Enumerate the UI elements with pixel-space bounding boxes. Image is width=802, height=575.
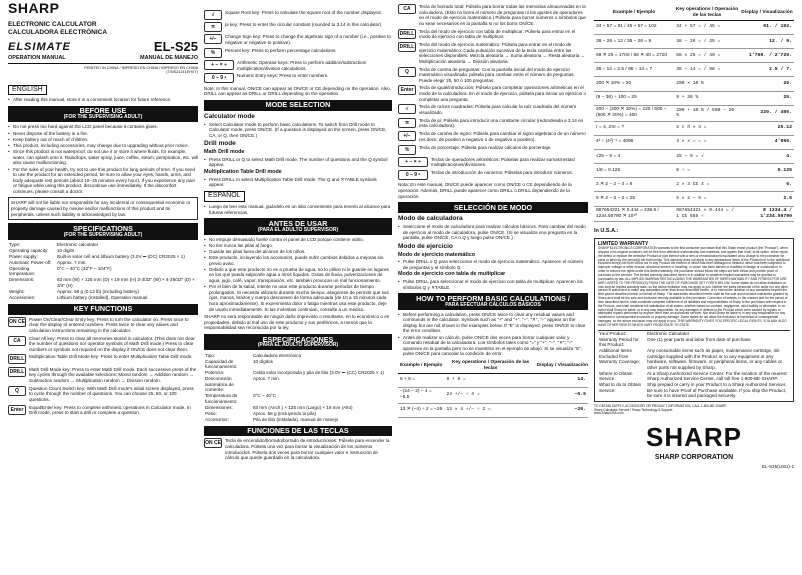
key-functions-heading: KEY FUNCTIONS — [8, 304, 198, 315]
enter-key-icon: Enter — [8, 405, 26, 415]
list-item: • Debido a que este producto no es a prueba de agua, no lo utilice ni lo guarde en lugares en los que pueda salpicarle agua u otros líquidos. Gotas de lluvia, pulverizaciones de agua, jugo, café, vapor, transpiración, etc. también provocan un mal funcionamiento. — [204, 267, 392, 284]
list-item: +/− Change Sign key: Press to change the algebraic sign of a number (i.e., positive to negative or negative to positive). — [204, 34, 392, 45]
tabla-multiplicar-text: • Pulse DRILL para seleccionar el modo de ejercicio con tabla de multiplicar. Aparecen los símbolos Q y ✕TABLE. — [398, 279, 588, 290]
math-drill-text: • Press DRILL or Q to select Math Drill mode. The number of questions and the Q symbol appear. — [204, 157, 392, 168]
intro-text: • After reading this manual, store it in a convenient location for future reference. — [8, 97, 198, 103]
warranty-region: In U.S.A.: — [594, 228, 619, 235]
drill-mode-heading: Drill mode — [204, 140, 236, 148]
table-row: −(24 − 2) − 4 = −5.5 24 +/− ÷ 4 = −5.5 — [398, 387, 588, 403]
doc-code: (TINSZ1141EHXT) — [166, 70, 198, 75]
table-row: 34 + 57 = 91 / 45 + 57 = 102 34 + 57 = / 45 = 91. / 102. — [594, 20, 794, 34]
manual-es: MANUAL DE MANEJO — [140, 54, 198, 61]
list-item: Enter Tecla de igual/introducción: Púlsela para completar operaciones aritméticas en el modo de la calculadora. En el modo de ejercicio, púlsela para iniciar un ejercicio o completar una pregunta. — [398, 85, 588, 102]
table-row: 68 ✕ 25 = 1700 / 68 ✕ 40 = 2720 68 ✕ 25 = / 40 = 1'700. / 2'720. — [594, 49, 794, 63]
key-functions-list — [8, 317, 198, 416]
ca-key-icon: CA — [398, 4, 416, 14]
numeric-keys-icon: 0 – 9 • — [204, 73, 234, 83]
math-drill-heading: Math Drill mode — [204, 149, 245, 156]
warranty-footer-1: TO OBTAIN SUPPLY, ACCESSORY OR PRODUCT INFORMATION, CALL 1-800-BE-SHARP. — [594, 403, 727, 408]
list-item: • Antes de realizar un cálculo, pulse ON/CE dos veces para borrar cualquier valor y comando residual de la calculadora. Los símbolos tales como "=" y "+", "−", "✕", "÷" aparecen en la pantalla pero no se muestran en el ejemplo de abajo. Si se visualiza "E", pulse ON/CE para cancelar la condición de error. — [398, 335, 588, 357]
examples-table: Example / Ejemplo Key operations / Operación de las teclas Display / Visualización 34 + 57 = 91 / 45 + 57 = 102 34 + 57 = / 45 = 91. / 102. 38 − 26 = 12 / 35 − 26 = 9 38 − 26 = / 35 = 12. / 9. 68 ✕ 25 = 1700 / 68 ✕ 40 = 2720 68 ✕ 25 = / 40 = 1'700. / 2'720. 36 ÷ 14 = 2.5 / 98 ÷ 14 = 7 36 ÷ 14 = / 98 = 2.5 / 7. 200 ✕ 10% = 20 200 ✕ 10 % 20. (9 − 36) ÷ 100 = 25 9 + 36 % 25. 200 − (200 ✕ 10%) = 220 / 500 − (500 ✕ 20%) = 400 200 + 10 % / 500 − 20 % 220. / 400. r = 4, 2πr = ? 2 ✕ π ✕ 4 = 25.12 4² ÷ (4²)⁻¹ = 4096 4 ✕ ✕ = = = 4'096. √25 − 9 = 4 25 − 9 = √ 4. 1/8 = 0.125 8 ÷ = 0.125 2 ✕ 2 − 2 − 4 = 6 2 ✕ 3 CE 4 = 6. 5 ✕ 2 − 5 − 2 = 25 5 ✕ 2 − 5 = 2.5 987654321 ✕ 0.444 = 438.5 / 1234.56790 ✕ 10¹⁰ 987654321 ✕ 0.444 = / 1 CE 555 ÷ E 1234.4 / 1'234.56790 — [594, 6, 794, 222]
column-1 — [8, 0, 198, 575]
es-liability-text: SHARP no será responsable de ningún daño imprevisto o resultante, en lo económico o en propiedades, debido al mal uso de este producto y sus periféricos, a menos que la responsabilidad sea reconocida por la ley. — [204, 314, 390, 331]
nota-text: Nota: En este manual, ON/CE puede aparecer como ON/CE o CE dependiendo de la operación. Además, DRILL puede aparecer como DRILL o DRILL dependiendo de la operación. — [398, 182, 572, 199]
antes-de-usar-list — [204, 237, 392, 313]
list-item: • This product, including accessories, may change due to upgrading without prior notice. — [8, 143, 198, 149]
list-item: ON CE Power On/Clear/Clear Entry key: Press to turn the calculator on. Press once to clear the display of entered numbers. Press twice to clear any values and calculation instructions remaining in the calculator. — [9, 316, 189, 333]
list-item: π Tecla de pi: Púlsela para introducir una constante circular (redondeada a 3,14 en esta calculadora). — [398, 118, 588, 129]
warranty-box — [594, 238, 794, 402]
arithmetic-keys-icon: + − × ÷ — [204, 60, 234, 70]
basic-calc-heading: HOW TO PERFORM BASIC CALCULATIONS / PARA EFECTUAR CÁLCULOS BÁSICOS — [398, 293, 588, 309]
english-tag: ENGLISH — [8, 85, 47, 96]
warranty-footer-3: www.SharpUSA.com — [594, 411, 624, 416]
list-item: • Keep battery out of reach of children. — [8, 137, 198, 143]
warranty-body: SHARP ELECTRONICS CORPORATION warrants to the first consumer purchaser that this Sharp brand product (the "Product"), when shipped in its original container, will be free from defective workmanship and materials, and agrees that it will, at its option, either repair the defect or replace the defective Product or part thereof with a new or remanufactured equivalent at no charge to the purchaser for parts or labor for the period(s) set forth below. This warranty does not apply to any appearance items of the Product nor to the additional excluded item(s) set forth below nor to any Product the exterior of which has been damaged or defaced, which has been subjected to improper voltage or other misuse, abnormal service or handling, or which has been altered or modified in design or construction. In order to enforce the rights under this limited warranty, the purchaser should follow the steps set forth below and provide proof of purchase to the servicer. The limited warranty described herein is in addition to whatever implied warranties may be granted to purchasers by law. ALL IMPLIED WARRANTIES INCLUDING THE WARRANTIES OF MERCHANTABILITY AND FITNESS FOR USE ARE LIMITED TO THE PERIOD(S) FROM THE DATE OF PURCHASE SET FORTH BELOW. Some states do not allow limitations on how long an implied warranty lasts, so the above limitation may not apply to you. Neither the sales personnel of the seller nor any other person is authorized to make any warranties other than those described herein, or to extend the duration of any warranties beyond the time period described herein on behalf of Sharp. The warranties described herein shall be the sole and exclusive warranties granted by Sharp and shall be the sole and exclusive remedy available to the purchaser. Correction of defects, in the manner and for the period of time described herein, shall constitute complete fulfillment of all liabilities and responsibilities of Sharp to the purchaser with respect to the Product, and shall constitute full satisfaction of all claims, whether based on contract, negligence, strict liability or otherwise. In no event shall Sharp be liable, or in any way responsible, for any damages or defects in the Product which were caused by repairs or attempted repairs performed by anyone other than an authorized servicer. Nor shall Sharp be liable or in any way responsible for any incidental or consequential economic or property damage. Some states do not allow the exclusion of incidental or consequential damages, so the above exclusion may not apply to you. THIS WARRANTY GIVES YOU SPECIFIC LEGAL RIGHTS. YOU MAY ALSO HAVE OTHER RIGHTS WHICH VARY FROM STATE TO STATE. — [598, 246, 790, 327]
q-key-icon: Q — [8, 386, 26, 396]
footer-code: EL-S25(USU)-1 — [761, 464, 794, 470]
manual-en: OPERATION MANUAL — [8, 54, 66, 61]
mult-drill-text: • Press DRILL to select Multiplication Table Drill mode. The Q and ✕TABLE symbols appear. — [204, 177, 392, 188]
arithmetic-keys-icon: + − × ÷ — [398, 157, 428, 167]
list-item: Q Tecla de cuenta de preguntas: Con la pantalla inicial del modo de ejercicio matemático visualizada, púlsela para cambiar entre el número de preguntas. Puede elegir 25, 50 ó 100 preguntas. — [398, 67, 588, 84]
table-row: √25 − 9 = 4 25 − 9 = √ 4. — [594, 149, 794, 163]
list-item: Q Question Count Switch key: With Math Drill mode's initial screen displayed, press to cycle through the number of questions. You can choose 25, 50, or 100 questions. — [8, 386, 198, 403]
table-row: 13 ✕ (−4) ÷ 2 = −26 13 ✕ 4 +/− ÷ 2 = −26. — [398, 403, 588, 417]
on-ce-key-icon: ON CE — [205, 440, 221, 447]
list-item: CA Clear All key: Press to clear all memories stored in calculator. (This does not clear the number of questions nor operator symbols of Math Drill mode.) Press to clear numbers or symbols not required on the display if ON/CE does not clear them. — [8, 336, 198, 353]
square-root-key-icon: √ — [204, 10, 222, 20]
warranty-title: LIMITED WARRANTY — [598, 241, 649, 248]
modo-ejercicio-heading: Modo de ejercicio — [398, 242, 453, 250]
enter-key-icon: Enter — [398, 85, 416, 95]
list-item: DRILL Tecla del modo de ejercicio con tabla de multiplicar: Púlsela para entrar en el modo de ejercicio con tabla de multiplicar. — [399, 28, 576, 40]
modo-calculadora-text: • Seleccione el modo de calculadora para realizar cálculos básicos. Para cambiar del modo de ejercicio al modo de calculadora, pulse ON/CE. (Si se visualiza una pregunta en la pantalla, pulse ON/CE, CA o Q y luego pulse ON/CE.) — [398, 224, 588, 241]
antes-de-usar-heading: ANTES DE USAR (PARA EL ADULTO SUPERVISOR) — [204, 218, 392, 234]
brand-logo: SHARP — [8, 0, 60, 16]
list-item: + − × ÷ Arithmetic Operator keys: Press to perform addition/subtraction/ multiplication/division calculations. — [204, 60, 392, 71]
list-item: • Por el bien de la salud, intente no usar este producto durante períodos de tiempo prolongados. Si necesita utilizarlo durante mucho tiempo, asegúrese de permitir que sus ojos, manos, brazos y cuerpo descansen de forma adecuada (de 10 a 15 minutos cada hora aproximadamente). Si experimenta dolor o fatiga mientras usa este producto, deje de usarlo inmediatamente. Si las molestias continúan, consulte a un médico. — [204, 284, 392, 312]
especificaciones-heading: ESPECIFICACIONES (PARA EL ADULTO SUPERVISOR) — [204, 334, 392, 350]
ejercicio-matematico-text: • Pulse DRILL o Q para seleccionar el modo de ejercicio matemático. Aparecen el número de preguntas y el símbolo Q. — [398, 259, 588, 270]
warranty-footer-2: Sharp Calculator Service / Sharp Technology & Support — [594, 407, 673, 412]
liability-box: SHARP will not be liable nor responsible for any incidental or consequential economic or property damage caused by misuse and/or malfunctions of this product and its peripherals, unless such liability is acknowledged by law. — [8, 197, 198, 220]
list-item: + − × ÷ Teclas de operadores aritméticos: Púlselas para realizar sumas/restas/ multiplicaciones/divisiones. — [398, 157, 588, 168]
list-item: • Never dispose of the battery in a fire. — [8, 131, 198, 137]
table-row: 200 − (200 ✕ 10%) = 220 / 500 − (500 ✕ 20%) = 400 200 + 10 % / 500 − 20 % 220. / 400. — [594, 105, 794, 121]
table-row: 2 ✕ 2 − 2 − 4 = 6 2 ✕ 3 CE 4 = 6. — [594, 178, 794, 192]
before-use-list — [8, 124, 198, 194]
funciones-heading: FUNCIONES DE LAS TECLAS — [204, 426, 392, 437]
specifications-table: Type: Electronic calculator Operating capacity: 10 digits Power supply: Built-in solar cell and lithium battery (3.0V ⎓ (DC) CR2025 × 1) Automatic Power-off: Approx. 7 min. Operating temperature: 0°C – 40°C (32°F – 104°F) Dimensions: 83 mm (W) × 125 mm (D) × 19 mm (H) 3-3/32" (W) × 4-29/32" (D) × 3/4" (H) Weight: Approx. 58 g (0.13 lb) (including battery) Accessories: Lithium battery (installed), Operation manual — [9, 241, 195, 300]
basic-examples-table: Example / Ejemplo Key operations / Operación de las teclas Display / Visualización 6 + 8 = 6 + 8 = 14. −(24 − 2) − 4 = −5.5 24 +/− ÷ 4 = −5.5 13 ✕ (−4) ÷ 2 = −26 13 ✕ 4 +/− ÷ 2 = −26. — [398, 359, 588, 418]
tabla-multiplicar-heading: Modo de ejercicio con tabla de multiplicar — [398, 271, 506, 278]
list-item: √ Square Root key: Press to calculate the square root of the number displayed. — [204, 10, 392, 20]
manual-titles — [8, 55, 198, 64]
table-row: 38 − 26 = 12 / 35 − 26 = 9 38 − 26 = / 35 = 12. / 9. — [594, 34, 794, 48]
title-es: CALCULADORA ELECTRÓNICA — [8, 28, 108, 36]
list-item: 0 – 9 • Teclas de introducción de números: Púlselas para introducir números. — [398, 170, 588, 180]
list-item: π pi key: Press to enter the circular constant (rounded to 3.14 in this calculator). — [204, 22, 392, 32]
table-row: 1/8 = 0.125 8 ÷ = 0.125 — [594, 164, 794, 178]
q-key-icon: Q — [398, 67, 416, 77]
note-text: Note: In this manual, ON/CE can appear as ON/CE or CE depending on the operation. Also, DRILL can appear as DRILL or DRILL depending on the operation. — [204, 85, 391, 97]
list-item: Enter Equal/Enter key: Press to complete arithmetic operations in Calculator mode. In Drill mode, press to start a drill or complete a question. — [8, 405, 198, 416]
mult-drill-heading: Multiplication Table Drill mode — [204, 169, 282, 176]
list-item: 0 – 9 • Numeric Entry keys: Press to enter numbers. — [204, 73, 392, 83]
column-3 — [398, 0, 588, 575]
column-2 — [204, 0, 392, 575]
list-item: • Do not press too hard against the LCD panel because it contains glass. — [8, 124, 198, 130]
espanol-tag: ESPAÑOL — [204, 191, 245, 202]
table-row: 5 ✕ 2 − 5 − 2 = 25 5 ✕ 2 − 5 = 2.5 — [594, 192, 794, 206]
change-sign-key-icon: +/− — [398, 131, 416, 141]
percent-key-icon: % — [398, 145, 416, 155]
warranty-table: Your Product: Electronic Calculator Warranty Period for this Product: One (1) year parts and labor from date of purchase Additional Items Excluded from Warranty Coverage: Any consumable items such as paper, maintenance cartridge, ink cartridge supplied with the Product or to any equipment or any hardware, software, firmware, or peripheral items, or any cables or other parts not supplied by Sharp. Where to Obtain Service: At a Sharp Authorized Service Center. For the location of the nearest Sharp Authorized Service Center, call toll free 1-800-BE-SHARP. What to do to Obtain Service: Ship prepaid or carry in your Product to a Sharp Authorized Servicer. Be sure to have Proof of Purchase available. If you ship the Product, be sure it is insured and packaged securely. — [598, 330, 790, 399]
list-item: • No empuje demasiado fuerte contra el panel de LCD porque contiene vidrio. — [204, 237, 392, 243]
list-item: • For the sake of your health, try not to use this product for long periods of time. If you need to use the product for an extended period, be sure to allow your eyes, hands, arms, and body adequate rest periods (about 10–15 minutes every hour). If you experience any pain or fatigue while using this product, discontinue use immediately. If the discomfort continues, please consult a doctor. — [8, 167, 198, 195]
square-root-key-icon: √ — [398, 104, 416, 114]
modo-calculadora-heading: Modo de calculadora — [398, 215, 463, 223]
specifications-heading: SPECIFICATIONS (FOR THE SUPERVISING ADULT) — [8, 223, 198, 239]
basic-calc-list — [398, 312, 588, 357]
list-item: √ Tecla de raíces cuadradas: Púlsela para calcular la raíz cuadrada del número visualizado. — [398, 104, 588, 115]
calculator-mode-heading: Calculator mode — [204, 112, 255, 120]
printed-note: PRINTED IN CHINA / IMPRESO EN CHINA / IMPRESO EN CHINA — [84, 65, 198, 70]
mode-selection-heading: MODE SELECTION — [204, 100, 392, 111]
list-item: +/− Tecla de cambio de signo: Púlsela para cambiar el signo algebraico de un número (es decir, de positivo a negativo o de negativo a positivo). — [398, 131, 588, 142]
list-item: % Tecla de porcentaje: Púlsela para realizar cálculos de porcentaje. — [398, 145, 588, 155]
change-sign-key-icon: +/− — [204, 34, 222, 44]
es-intro-text: • Luego de leer este manual, guárdelo en un sitio conveniente para tenerlo al alcance para futuras referencias. — [204, 204, 392, 215]
table-row: 6 + 8 = 6 + 8 = 14. — [398, 373, 588, 387]
key-list-3 — [398, 4, 588, 180]
list-item: % Percent key: Press to perform percentage calculations. — [204, 48, 392, 58]
column-4 — [594, 0, 794, 575]
ejercicio-matematico-heading: Modo de ejercicio matemático — [398, 251, 475, 258]
key-list-2 — [204, 10, 392, 83]
pi-key-icon: π — [204, 22, 222, 32]
list-item: • No tire nunca las pilas al fuego. — [204, 243, 392, 249]
table-row: 200 ✕ 10% = 20 200 ✕ 10 % 20. — [594, 77, 794, 91]
list-item: • Este producto, incluyendo los accesorios, puede sufrir cambios debidos a mejoras sin previo aviso. — [204, 255, 392, 266]
table-row: 36 ÷ 14 = 2.5 / 98 ÷ 14 = 7 36 ÷ 14 = / 98 = 2.5 / 7. — [594, 63, 794, 77]
list-item: ON CE Tecla de encendido/borrado/borrado de introducciones: Púlsela para encender la calculadora. Púlsela una vez para borrar la visualización de los números introducidos. Púlsela dos veces para borrar cualquier valor e instrucción de cálculo que quede guardado en la calculadora. — [205, 438, 390, 461]
numeric-keys-icon: 0 – 9 • — [398, 170, 428, 180]
list-item: DRILL Multiplication Table Drill Mode key: Press to enter Multiplication Table Drill mode. — [9, 354, 193, 363]
list-item: • Before performing a calculation, press ON/CE twice to clear any residual values and commands in the calculator. Symbols such as "+" and "+", "−", "✕", "÷" appear on the display but are not shown in the examples below. If "E" is displayed, press ON/CE to clear the error condition. — [398, 312, 588, 334]
list-item: DRILL Math Drill Mode key: Press to enter Math Drill mode. Each successive press of the key cycles through the available selections: Mixed random → Addition random → Subtraction random → Multiplication random → Division random. — [9, 366, 197, 383]
ca-key-icon: CA — [8, 336, 26, 346]
title-en: ELECTRONIC CALCULATOR — [8, 21, 97, 29]
pi-key-icon: π — [398, 118, 416, 128]
drill-key-icon: DRILL — [9, 368, 25, 375]
seleccion-modo-heading: SELECCIÓN DE MODO — [398, 202, 588, 213]
list-item: CA Tecla de borrado total: Púlsela para borrar todas las memorias almacenadas en la calculadora. (Esto no borra el número de preguntas ni los ajustes de operadores en el modo de ejercicio matemático.) Púlsela para borrar números o símbolos que no sean necesarios en la pantalla si no los borra ON/CE. — [398, 4, 588, 26]
list-item: DRILL Tecla del modo de ejercicio matemático: Púlsela para entrar en el modo de ejercicio matemático. Cada pulsación sucesiva de la tecla cambia entre las selecciones disponibles: Mezcla aleatoria → Suma aleatoria → Resta aleatoria → Multiplicación aleatoria → División aleatoria. — [399, 41, 586, 64]
on-ce-key-icon: ON CE — [9, 318, 25, 325]
drill-key-icon: DRILL — [399, 30, 415, 37]
calculator-mode-text: • Select Calculator mode to perform basic calculations. To switch from Drill mode to Calculator mode, press ON/CE. (If a question is displayed on the screen, press ON/CE, CA, or Q, then ON/CE.) — [204, 122, 392, 139]
model-number: EL-S25 — [153, 39, 198, 55]
table-row: 4² ÷ (4²)⁻¹ = 4096 4 ✕ ✕ = = = 4'096. — [594, 135, 794, 149]
list-item: • Since this product is not waterproof, do not use it or store it where fluids, for example, water, can splash onto it. Raindrops, water spray, juice, coffee, steam, perspiration, etc. will also cause malfunctioning. — [8, 149, 198, 166]
footer-corp: SHARP CORPORATION — [654, 453, 734, 461]
footer-brand-logo: SHARP — [645, 422, 742, 453]
drill-key-icon: DRILL — [399, 43, 415, 50]
percent-key-icon: % — [204, 48, 222, 58]
table-row: r = 4, 2πr = ? 2 ✕ π ✕ 4 = 25.12 — [594, 121, 794, 135]
table-row: (9 − 36) ÷ 100 = 25 9 + 36 % 25. — [594, 91, 794, 105]
series-logo: ELSIMATE — [8, 41, 71, 54]
before-use-heading: BEFORE USE (FOR THE SUPERVISING ADULT) — [8, 106, 198, 122]
list-item: • Guarde las pilas fuera del alcance de los niños. — [204, 249, 392, 255]
table-row: 987654321 ✕ 0.444 = 438.5 / 1234.56790 ✕ 10¹⁰ 987654321 ✕ 0.444 = / 1 CE 555 ÷ E 1234.4 / 1'234.56790 — [594, 206, 794, 222]
drill-key-icon: DRILL — [9, 356, 25, 363]
especificaciones-table: Tipo: Calculadora electrónica Capacidad de funcionamiento: 10 dígitos Potencia: Celda solar incorporada y pila de litio (3.0V ⎓ (CC) CR2025 × 1) Desconexión automática de corriente: Aprox. 7 min. Temperatura de funcionamiento: 0°C – 40°C Dimensiones: 83 mm (Anch.) × 125 mm (Largo) × 19 mm (Alto) Peso: Aprox. 58 g (incluyendo la pila) Accesorios: Pila de litio (instalada), manual de manejo — [205, 352, 384, 422]
